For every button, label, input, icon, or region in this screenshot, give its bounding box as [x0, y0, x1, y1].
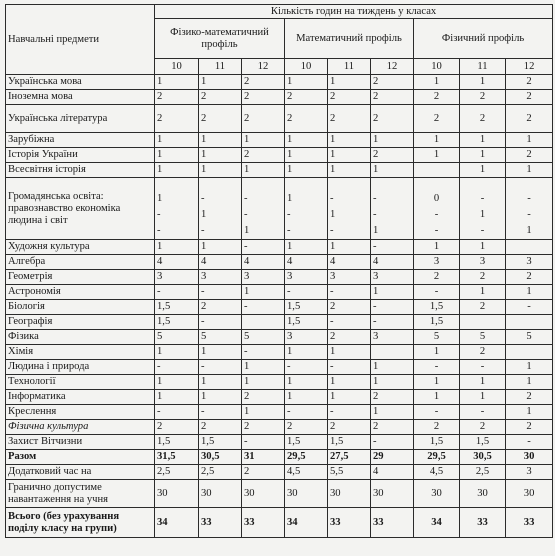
table-row: [6, 405, 553, 420]
hours-cell: 5: [414, 330, 460, 345]
hours-cell: 1: [199, 375, 242, 390]
hours-cell: 1: [155, 148, 199, 163]
hours-cell: 1: [328, 390, 371, 405]
hours-cell: 1: [414, 75, 460, 90]
hours-cell: 1: [328, 163, 371, 178]
hours-cell: 1: [460, 148, 506, 163]
hours-cell: 3: [506, 465, 553, 480]
hours-cell: 1: [199, 240, 242, 255]
hours-cell: -: [199, 405, 242, 420]
hours-cell: 1: [155, 345, 199, 360]
table-row: [6, 465, 553, 480]
hours-cell: 2: [328, 105, 371, 133]
hours-cell: 33: [371, 508, 414, 538]
hours-cell: 34: [155, 508, 199, 538]
hours-cell: 2: [414, 90, 460, 105]
hours-cell: -: [155, 405, 199, 420]
table-body: [6, 75, 553, 538]
subject-cell: Астрономія: [6, 285, 155, 300]
hours-cell: -: [371, 435, 414, 450]
table-row: [6, 450, 553, 465]
hours-cell: 27,5: [328, 450, 371, 465]
hours-cell: 1: [371, 405, 414, 420]
hours-cell: 2: [328, 300, 371, 315]
hours-cell: 1 - -: [285, 178, 328, 240]
hours-cell: 2: [506, 75, 553, 90]
hours-cell: 1: [242, 405, 285, 420]
hours-cell: 2: [155, 420, 199, 435]
hours-cell: 5: [199, 330, 242, 345]
subject-cell: Технології: [6, 375, 155, 390]
hours-cell: 30,5: [199, 450, 242, 465]
hours-cell: -: [199, 315, 242, 330]
hours-cell: 1,5: [414, 300, 460, 315]
grade-header: 12: [371, 59, 414, 75]
hours-cell: 2: [460, 300, 506, 315]
hours-cell: 1: [371, 360, 414, 375]
hours-cell: 1: [371, 285, 414, 300]
profile-header-physics: Фізичний профіль: [414, 19, 553, 59]
hours-cell: 1: [155, 240, 199, 255]
table-row: [6, 90, 553, 105]
hours-cell: 2: [460, 105, 506, 133]
hours-cell: 1,5: [285, 315, 328, 330]
hours-cell: 1: [414, 345, 460, 360]
hours-cell: 1: [414, 133, 460, 148]
subject-cell: Захист Вітчизни: [6, 435, 155, 450]
hours-cell: 2: [155, 105, 199, 133]
table-row: [6, 133, 553, 148]
hours-cell: -: [199, 285, 242, 300]
hours-cell: -: [414, 285, 460, 300]
hours-cell: 1 - -: [155, 178, 199, 240]
hours-cell: 2: [285, 90, 328, 105]
table-row: [6, 240, 553, 255]
hours-cell: 1,5: [414, 435, 460, 450]
hours-cell: 2: [328, 90, 371, 105]
hours-cell: 30: [460, 480, 506, 508]
hours-cell: 1: [328, 240, 371, 255]
hours-cell: - 1 -: [460, 178, 506, 240]
hours-cell: 1: [285, 163, 328, 178]
hours-cell: [506, 315, 553, 330]
hours-cell: [371, 345, 414, 360]
subject-cell: Фізична культура: [6, 420, 155, 435]
profile-header-math: Математичний профіль: [285, 19, 414, 59]
subject-cell: Фізика: [6, 330, 155, 345]
hours-cell: [506, 240, 553, 255]
table-row: [6, 508, 553, 538]
subjects-header: Навчальні предмети: [6, 5, 155, 75]
hours-cell: 3: [199, 270, 242, 285]
table-row: [6, 360, 553, 375]
table-row: [6, 315, 553, 330]
hours-cell: 30: [506, 450, 553, 465]
hours-cell: 31,5: [155, 450, 199, 465]
hours-cell: 2: [371, 90, 414, 105]
subject-cell: Громадянська освіта: правознавство економіка людина і світ: [6, 178, 155, 240]
hours-cell: 1: [242, 163, 285, 178]
hours-cell: 4,5: [414, 465, 460, 480]
hours-cell: 30: [328, 480, 371, 508]
hours-cell: 1,5: [199, 435, 242, 450]
hours-cell: 5: [155, 330, 199, 345]
hours-cell: 29: [371, 450, 414, 465]
hours-cell: -: [414, 405, 460, 420]
table-row: [6, 330, 553, 345]
hours-cell: 1: [414, 375, 460, 390]
hours-cell: -: [371, 240, 414, 255]
hours-cell: 1: [242, 133, 285, 148]
table-row: [6, 105, 553, 133]
table-header: [6, 5, 553, 75]
hours-cell: 29,5: [285, 450, 328, 465]
hours-cell: 1: [328, 148, 371, 163]
hours-cell: -: [328, 360, 371, 375]
hours-cell: 2: [199, 420, 242, 435]
hours-cell: 4: [371, 255, 414, 270]
hours-cell: -: [414, 360, 460, 375]
hours-cell: 2,5: [155, 465, 199, 480]
hours-cell: 5,5: [328, 465, 371, 480]
hours-cell: 2: [242, 390, 285, 405]
hours-cell: 33: [242, 508, 285, 538]
hours-cell: -: [460, 405, 506, 420]
hours-cell: 1: [285, 133, 328, 148]
hours-cell: -: [199, 360, 242, 375]
hours-cell: 1: [285, 375, 328, 390]
hours-cell: 4: [199, 255, 242, 270]
hours-cell: 1: [285, 345, 328, 360]
hours-cell: 2: [285, 420, 328, 435]
hours-cell: 4: [328, 255, 371, 270]
hours-cell: 30: [371, 480, 414, 508]
hours-cell: 1,5: [414, 315, 460, 330]
subject-cell: Біологія: [6, 300, 155, 315]
hours-cell: 4: [155, 255, 199, 270]
hours-cell: 1,5: [285, 300, 328, 315]
hours-cell: 1: [285, 148, 328, 163]
hours-cell: -: [328, 285, 371, 300]
subject-cell: Додатковий час на: [6, 465, 155, 480]
hours-cell: 1: [460, 163, 506, 178]
hours-cell: 1: [155, 75, 199, 90]
hours-cell: 2: [242, 420, 285, 435]
hours-cell: 1: [414, 148, 460, 163]
hours-cell: 2: [328, 330, 371, 345]
hours-cell: 33: [506, 508, 553, 538]
hours-cell: 34: [285, 508, 328, 538]
table-row: [6, 300, 553, 315]
grade-header: 10: [285, 59, 328, 75]
hours-cell: 1,5: [285, 435, 328, 450]
hours-cell: 1: [328, 345, 371, 360]
hours-cell: 1: [328, 375, 371, 390]
grade-header: 10: [414, 59, 460, 75]
hours-cell: -: [285, 405, 328, 420]
hours-cell: 31: [242, 450, 285, 465]
table-row: [6, 390, 553, 405]
hours-cell: -: [155, 360, 199, 375]
subject-cell: Зарубіжна: [6, 133, 155, 148]
hours-cell: 3: [285, 270, 328, 285]
hours-cell: 1,5: [155, 300, 199, 315]
hours-cell: -: [371, 300, 414, 315]
hours-cell: 1: [155, 163, 199, 178]
hours-cell: -: [285, 360, 328, 375]
hours-cell: 5: [506, 330, 553, 345]
hours-cell: 29,5: [414, 450, 460, 465]
hours-cell: 2: [285, 105, 328, 133]
hours-cell: 34: [414, 508, 460, 538]
hours-cell: -: [328, 315, 371, 330]
hours-cell: 3: [328, 270, 371, 285]
hours-cell: [460, 315, 506, 330]
hours-cell: -: [371, 315, 414, 330]
hours-cell: 1: [328, 75, 371, 90]
hours-cell: 2: [199, 300, 242, 315]
hours-cell: 1: [285, 75, 328, 90]
hours-cell: 1: [506, 285, 553, 300]
hours-cell: 1: [460, 285, 506, 300]
subject-cell: Креслення: [6, 405, 155, 420]
hours-cell: 2: [460, 270, 506, 285]
hours-cell: 1: [199, 75, 242, 90]
hours-cell: - - 1: [506, 178, 553, 240]
subject-cell: Людина і природа: [6, 360, 155, 375]
hours-cell: 1: [155, 390, 199, 405]
table-row: [6, 270, 553, 285]
hours-cell: 4: [285, 255, 328, 270]
hours-cell: 1: [155, 375, 199, 390]
hours-cell: [506, 345, 553, 360]
hours-cell: 1: [460, 133, 506, 148]
hours-cell: 0 - -: [414, 178, 460, 240]
hours-cell: 4: [371, 465, 414, 480]
hours-cell: 1: [460, 390, 506, 405]
hours-cell: 30: [285, 480, 328, 508]
hours-cell: 3: [155, 270, 199, 285]
hours-cell: 2: [242, 75, 285, 90]
hours-cell: 2,5: [460, 465, 506, 480]
hours-cell: 2: [371, 390, 414, 405]
subject-cell: Всього (без урахування поділу класу на групи): [6, 508, 155, 538]
hours-cell: 2: [414, 420, 460, 435]
hours-cell: - - 1: [242, 178, 285, 240]
hours-cell: -: [242, 300, 285, 315]
hours-cell: 1: [460, 240, 506, 255]
hours-cell: 3: [242, 270, 285, 285]
hours-cell: 1,5: [460, 435, 506, 450]
hours-cell: 2: [155, 90, 199, 105]
hours-cell: 33: [328, 508, 371, 538]
hours-cell: 3: [460, 255, 506, 270]
grade-header: 10: [155, 59, 199, 75]
hours-cell: 2: [414, 270, 460, 285]
table-row: [6, 345, 553, 360]
subject-cell: Всесвітня історія: [6, 163, 155, 178]
subject-cell: Українська література: [6, 105, 155, 133]
hours-cell: - 1 -: [199, 178, 242, 240]
hours-cell: 1: [242, 375, 285, 390]
hours-cell: 2: [199, 105, 242, 133]
grade-header: 11: [199, 59, 242, 75]
hours-cell: 30: [506, 480, 553, 508]
hours-cell: 3: [371, 330, 414, 345]
hours-cell: 30,5: [460, 450, 506, 465]
hours-cell: 1: [414, 240, 460, 255]
hours-cell: 1: [371, 375, 414, 390]
hours-cell: 2: [242, 105, 285, 133]
hours-cell: -: [242, 435, 285, 450]
hours-cell: - - 1: [371, 178, 414, 240]
hours-cell: 2: [506, 270, 553, 285]
hours-cell: 30: [155, 480, 199, 508]
hours-cell: 2: [460, 345, 506, 360]
subject-cell: Хімія: [6, 345, 155, 360]
subject-cell: Алгебра: [6, 255, 155, 270]
hours-cell: -: [242, 240, 285, 255]
hours-cell: 5: [242, 330, 285, 345]
hours-cell: 1: [414, 390, 460, 405]
hours-cell: 1: [285, 390, 328, 405]
hours-cell: 5: [460, 330, 506, 345]
table-row: [6, 148, 553, 163]
hours-cell: 1: [506, 133, 553, 148]
hours-cell: 1: [460, 375, 506, 390]
hours-cell: 1: [328, 133, 371, 148]
hours-cell: 2: [242, 90, 285, 105]
hours-cell: -: [460, 360, 506, 375]
hours-cell: 2,5: [199, 465, 242, 480]
hours-cell: 1,5: [155, 315, 199, 330]
subject-cell: Географія: [6, 315, 155, 330]
hours-cell: 2: [506, 90, 553, 105]
hours-cell: 2: [506, 390, 553, 405]
hours-cell: 2: [371, 105, 414, 133]
hours-cell: -: [242, 345, 285, 360]
hours-cell: 2: [242, 465, 285, 480]
hours-cell: 1: [506, 163, 553, 178]
hours-cell: 3: [285, 330, 328, 345]
hours-cell: 1: [199, 390, 242, 405]
hours-cell: 2: [371, 75, 414, 90]
hours-cell: 1: [155, 133, 199, 148]
subject-cell: Разом: [6, 450, 155, 465]
grade-header: 12: [506, 59, 553, 75]
subject-cell: Художня культура: [6, 240, 155, 255]
hours-cell: 4,5: [285, 465, 328, 480]
hours-cell: -: [506, 300, 553, 315]
hours-cell: 1: [506, 360, 553, 375]
hours-cell: 30: [414, 480, 460, 508]
hours-cell: 33: [199, 508, 242, 538]
subject-cell: Інформатика: [6, 390, 155, 405]
hours-cell: 3: [414, 255, 460, 270]
table-row: [6, 255, 553, 270]
grade-header: 11: [328, 59, 371, 75]
hours-cell: 1: [285, 240, 328, 255]
hours-cell: -: [328, 405, 371, 420]
hours-cell: [242, 315, 285, 330]
hours-cell: 30: [242, 480, 285, 508]
hours-cell: 33: [460, 508, 506, 538]
hours-cell: 2: [199, 90, 242, 105]
hours-cell: 1: [371, 163, 414, 178]
table-row: [6, 285, 553, 300]
hours-cell: [414, 163, 460, 178]
hours-cell: 2: [460, 90, 506, 105]
hours-cell: 2: [371, 420, 414, 435]
table-row: [6, 163, 553, 178]
table-row: [6, 480, 553, 508]
grade-header: 11: [460, 59, 506, 75]
hours-cell: - 1 -: [328, 178, 371, 240]
hours-cell: 30: [199, 480, 242, 508]
hours-cell: 1: [199, 133, 242, 148]
hours-cell: 1: [460, 75, 506, 90]
subject-cell: Українська мова: [6, 75, 155, 90]
hours-cell: 1: [199, 163, 242, 178]
hours-cell: -: [155, 285, 199, 300]
hours-cell: 1,5: [328, 435, 371, 450]
hours-cell: 3: [506, 255, 553, 270]
hours-cell: -: [285, 285, 328, 300]
table-row: [6, 375, 553, 390]
hours-cell: 1: [371, 133, 414, 148]
table-row: [6, 75, 553, 90]
hours-cell: 4: [242, 255, 285, 270]
curriculum-table: [5, 4, 553, 538]
hours-header: Кількість годин на тиждень у класах: [155, 5, 553, 19]
hours-cell: 2: [414, 105, 460, 133]
subject-cell: Історія України: [6, 148, 155, 163]
table-row: [6, 435, 553, 450]
hours-cell: 2: [506, 420, 553, 435]
hours-cell: 2: [460, 420, 506, 435]
table-row: [6, 178, 553, 240]
hours-cell: 1: [242, 285, 285, 300]
hours-cell: 2: [328, 420, 371, 435]
hours-cell: 2: [371, 148, 414, 163]
hours-cell: 2: [506, 148, 553, 163]
hours-cell: 1: [199, 148, 242, 163]
subject-cell: Гранично допустиме навантаження на учня: [6, 480, 155, 508]
hours-cell: 1: [506, 375, 553, 390]
hours-cell: 1: [506, 405, 553, 420]
hours-cell: 1,5: [155, 435, 199, 450]
subject-cell: Геометрія: [6, 270, 155, 285]
hours-cell: 1: [242, 360, 285, 375]
subject-cell: Іноземна мова: [6, 90, 155, 105]
hours-cell: 1: [199, 345, 242, 360]
profile-header-physmath: Фізико-математичний профіль: [155, 19, 285, 59]
hours-cell: 2: [242, 148, 285, 163]
hours-cell: 3: [371, 270, 414, 285]
hours-cell: -: [506, 435, 553, 450]
grade-header: 12: [242, 59, 285, 75]
table-row: [6, 420, 553, 435]
hours-cell: 2: [506, 105, 553, 133]
